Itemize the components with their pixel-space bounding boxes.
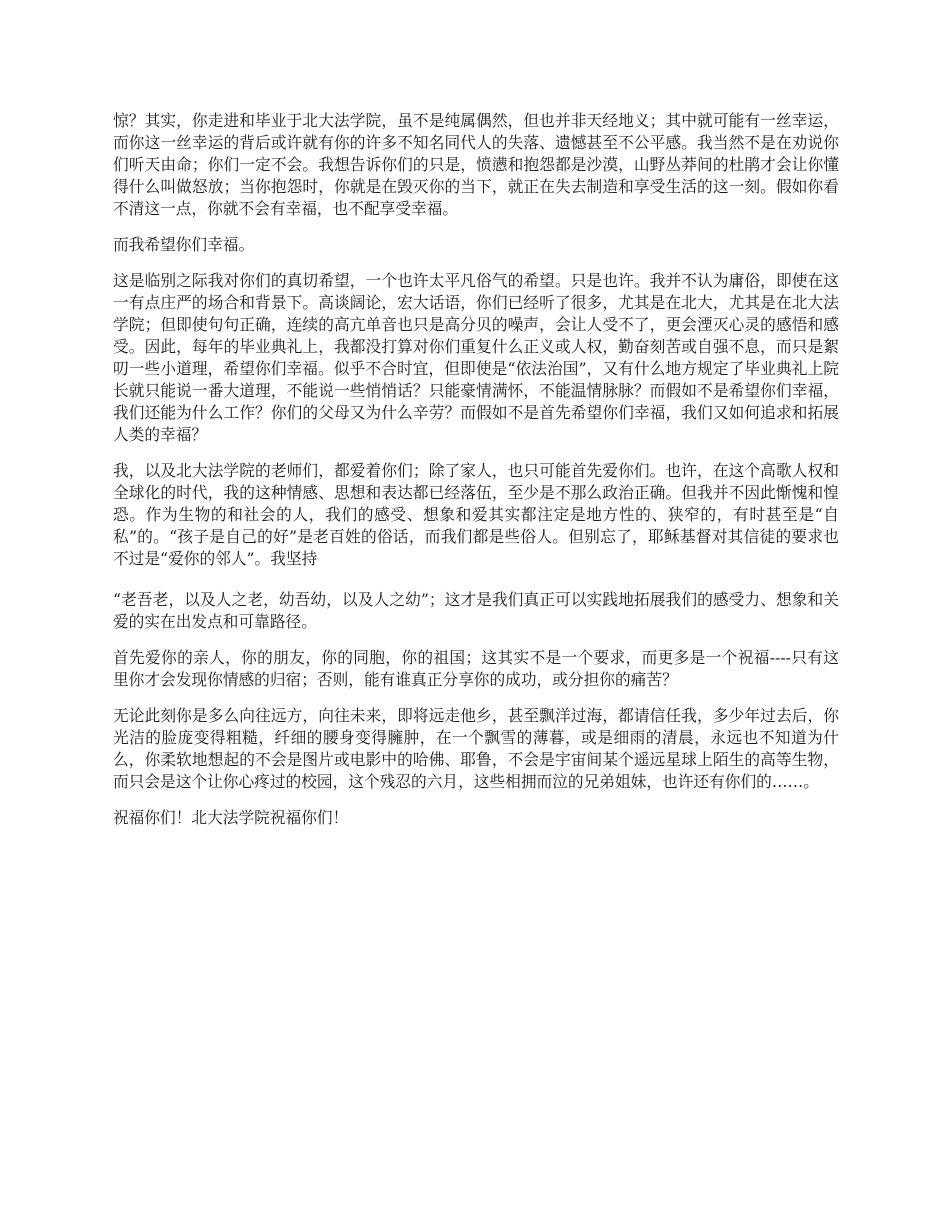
paragraph-8: 祝福你们！北大法学院祝福你们！ (113, 808, 349, 827)
paragraph-6: 首先爱你的亲人，你的朋友，你的同胞，你的祖国；这其实不是一个要求，而更多是一个祝福----只有这里你才会发现你情感的归宿；否则，能有谁真正分享你的成功，或分担你的痛苦？ (113, 648, 839, 689)
paragraph-7: 无论此刻你是多么向往远方，向往未来，即将远走他乡，甚至飘洋过海，都请信任我，多少年过去后，你光洁的脸庞变得粗糙，纤细的腰身变得臃肿，在一个飘雪的薄暮，或是细雨的清晨，永远也不知道为什么，你柔软地想起的不会是图片或电影中的哈佛、耶鲁，不会是宇宙间某个遥远星球上陌生的高等生物，而只会是这个让你心疼过的校园，这个残忍的六月，这些相拥而泣的兄弟姐妹，也许还有你们的……。 (113, 706, 839, 791)
paragraph-5: “老吾老，以及人之老，幼吾幼，以及人之幼”；这才是我们真正可以实践地拓展我们的感受力、想象和关爱的实在出发点和可靠路径。 (113, 590, 839, 631)
paragraph-4: 我，以及北大法学院的老师们，都爱着你们；除了家人，也只可能首先爱你们。也许，在这个高歌人权和全球化的时代，我的这种情感、思想和表达都已经落伍，至少是不那么政治正确。但我并不因此惭愧和惶恐。作为生物的和社会的人，我们的感受、想象和爱其实都注定是地方性的、狭窄的，有时甚至是“自私”的。“孩子是自己的好”是老百姓的俗话，而我们都是些俗人。但别忘了，耶稣基督对其信徒的要求也不过是“爱你的邻人”。我坚持 (113, 461, 839, 568)
document-body (113, 110, 839, 843)
paragraph-3: 这是临别之际我对你们的真切希望，一个也许太平凡俗气的希望。只是也许。我并不认为庸俗，即使在这一有点庄严的场合和背景下。高谈阔论，宏大话语，你们已经听了很多，尤其是在北大，尤其是在北大法学院；但即使句句正确，连续的高亢单音也只是高分贝的噪声，会让人受不了，更会湮灭心灵的感悟和感受。因此，每年的毕业典礼上，我都没打算对你们重复什么正义或人权，勤奋刻苦或自强不息，而只是絮叨一些小道理，希望你们幸福。似乎不合时宜，但即使是“依法治国”，又有什么地方规定了毕业典礼上院长就只能说一番大道理，不能说一些悄悄话？只能豪情满怀，不能温情脉脉？而假如不是希望你们幸福，我们还能为什么工作？你们的父母又为什么辛劳？而假如不是首先希望你们幸福，我们又如何追求和拓展人类的幸福？ (113, 271, 839, 444)
paragraph-1: 惊？其实，你走进和毕业于北大法学院，虽不是纯属偶然，但也并非天经地义；其中就可能有一丝幸运，而你这一丝幸运的背后或许就有你的许多不知名同代人的失落、遗憾甚至不公平感。我当然不是在劝说你们听天由命；你们一定不会。我想告诉你们的只是，愤懑和抱怨都是沙漠，山野丛莽间的杜鹃才会让你懂得什么叫做怒放；当你抱怨时，你就是在毁灭你的当下，就正在失去制造和享受生活的这一刻。假如你看不清这一点，你就不会有幸福，也不配享受幸福。 (113, 111, 839, 218)
paragraph-2: 而我希望你们幸福。 (113, 235, 255, 254)
